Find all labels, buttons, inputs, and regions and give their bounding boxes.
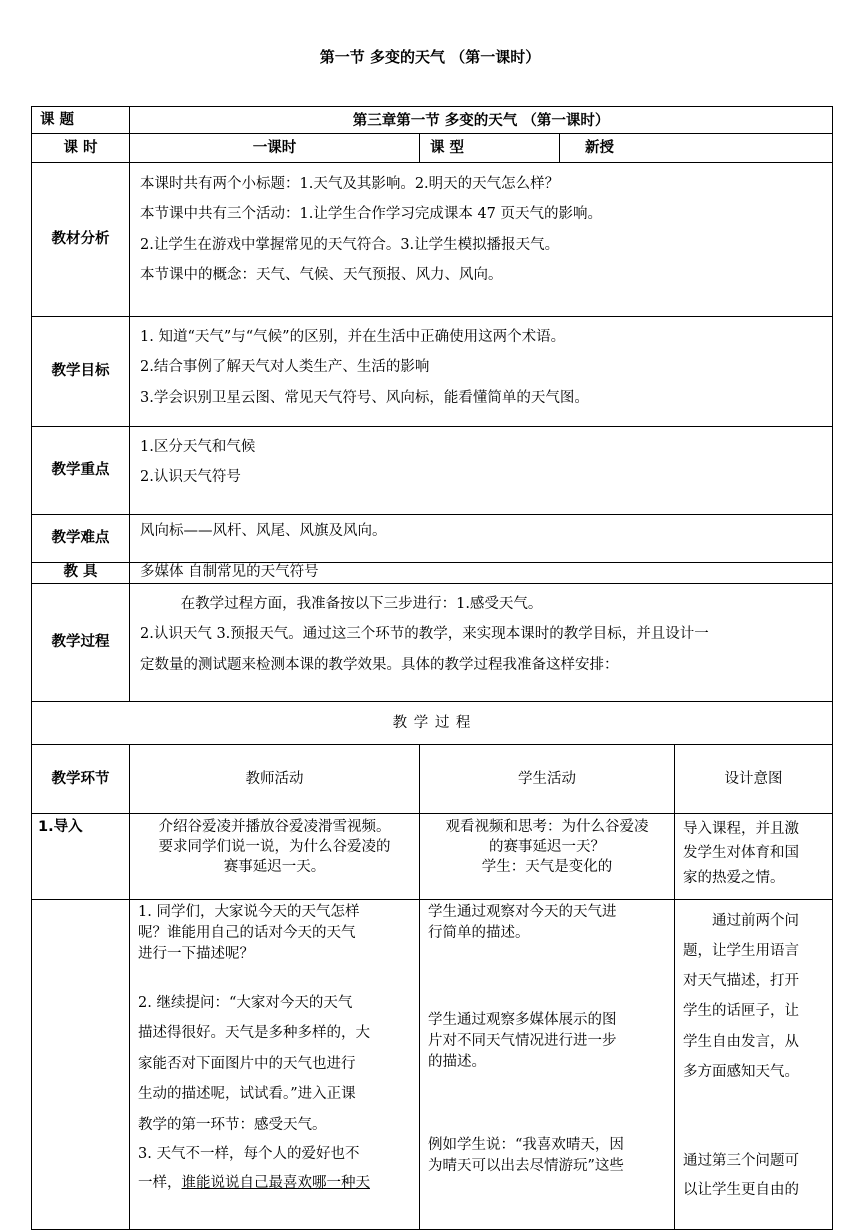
- goals-row: [32, 317, 833, 427]
- process-intro-content: [130, 584, 833, 702]
- period-row: [32, 134, 833, 163]
- teacher-activity-line: 家能否对下面图片中的天气也进行: [138, 1055, 356, 1072]
- student-activity-line: 行简单的描述。: [428, 925, 530, 942]
- analysis-label: 教材分析: [32, 163, 130, 317]
- teacher-activity-line: 1. 同学们，大家说今天的天气怎样: [138, 904, 360, 920]
- analysis-row: [32, 163, 833, 317]
- key-points-row: [32, 427, 833, 515]
- teacher-activity-line: 赛事延迟一天。: [223, 859, 326, 875]
- goals-label: 教学目标: [32, 317, 130, 427]
- intent-line: 通过第三个问题可: [683, 1152, 799, 1169]
- intent-line: 家的热爱之情。: [683, 869, 785, 886]
- intent-line: 通过前两个问: [712, 913, 799, 929]
- process-intro-row: [32, 584, 833, 702]
- teacher-activity-line: 描述得很好。天气是多种多样的，大: [138, 1025, 370, 1042]
- student-activity-line: 片对不同天气情况进行进一步: [428, 1033, 617, 1050]
- difficulties-label: 教学难点: [32, 515, 130, 563]
- teacher-activity-line: 呢？谁能用自己的话对今天的天气: [138, 925, 356, 942]
- analysis-line: 本课时共有两个小标题：1.天气及其影响。2.明天的天气怎么样？: [140, 176, 560, 192]
- intent-line: 学生的话匣子，让: [683, 1003, 799, 1020]
- page-title: 第一节 多变的天气 （第一课时）: [319, 48, 541, 66]
- student-activity-line: 为晴天可以出去尽情游玩”这些: [428, 1158, 624, 1175]
- process-header-row: [32, 745, 833, 814]
- underlined-question: 谁能说说自己最喜欢哪一种天: [181, 1175, 370, 1192]
- student-activity-line: 学生通过观察多媒体展示的图: [428, 1012, 617, 1029]
- topic-row: [32, 107, 833, 134]
- teacher-activity-line: 要求同学们说一说，为什么谷爱凌的: [158, 839, 391, 855]
- topic-value: 第三章第一节 多变的天气 （第一课时）: [130, 107, 833, 134]
- tools-label: 教 具: [32, 563, 130, 584]
- student-activity-line: 学生：天气是变化的: [481, 859, 613, 875]
- student-activity-line: 学生通过观察对今天的天气进: [428, 904, 617, 920]
- teacher-activity-line: 生动的描述呢，试试看。”进入正课: [138, 1086, 356, 1103]
- analysis-line: 本节课中的概念：天气、气候、天气预报、风力、风向。: [140, 267, 503, 284]
- analysis-line: 本节课中共有三个活动：1.让学生合作学习完成课本 47 页天气的影响。: [140, 206, 603, 223]
- process-intro-line: 2.认识天气 3.预报天气。通过这三个环节的教学，来实现本课时的教学目标，并且设计一: [140, 626, 709, 643]
- stage-cell: [32, 900, 130, 1230]
- stage-cell: 1.导入: [32, 814, 130, 900]
- key-point-line: 1.区分天气和气候: [140, 439, 256, 455]
- intent-line: 题，让学生用语言: [683, 943, 799, 960]
- teacher-activity-line: 教学的第一环节：感受天气。: [138, 1116, 327, 1133]
- goals-content: [130, 317, 833, 427]
- process-intro-line: 在教学过程方面，我准备按以下三步进行：1.感受天气。: [180, 596, 543, 612]
- intent-line: 以让学生更自由的: [683, 1181, 799, 1198]
- teacher-activity-cell: [130, 900, 420, 1230]
- lesson-plan-table: [31, 106, 833, 1230]
- teacher-activity-line: 3. 天气不一样，每个人的爱好也不: [138, 1146, 360, 1163]
- student-activity-cell: [420, 900, 675, 1230]
- student-column-header: 学生活动: [420, 745, 675, 814]
- type-value: 新授: [560, 134, 833, 163]
- intent-cell: [675, 900, 833, 1230]
- period-value: 一课时: [130, 134, 420, 163]
- teacher-activity-line: 介绍谷爱凌并播放谷爱凌滑雪视频。: [158, 819, 391, 835]
- key-point-line: 2.认识天气符号: [140, 469, 241, 486]
- goal-line: 1. 知道“天气”与“气候”的区别，并在生活中正确使用这两个术语。: [140, 329, 566, 345]
- key-points-label: 教学重点: [32, 427, 130, 515]
- process-title-row: [32, 702, 833, 745]
- intent-cell: [675, 814, 833, 900]
- teacher-activity-line: [138, 1169, 411, 1198]
- intent-column-header: 设计意图: [675, 745, 833, 814]
- intent-line: 对天气描述，打开: [683, 973, 799, 990]
- teacher-activity-text: 一样，: [138, 1175, 182, 1192]
- process-row-intro: [32, 814, 833, 900]
- topic-label: 课 题: [32, 107, 130, 134]
- teacher-column-header: 教师活动: [130, 745, 420, 814]
- student-activity-line: 的赛事延迟一天？: [489, 839, 605, 855]
- goal-line: 2.结合事例了解天气对人类生产、生活的影响: [140, 359, 430, 376]
- type-label: 课 型: [420, 134, 560, 163]
- difficulties-content: 风向标——风杆、风尾、风旗及风向。: [130, 515, 833, 563]
- teacher-activity-cell: [130, 814, 420, 900]
- intent-line: 多方面感知天气。: [683, 1063, 799, 1080]
- tools-content: 多媒体 自制常见的天气符号: [130, 563, 833, 584]
- student-activity-line: 的描述。: [428, 1054, 486, 1071]
- goal-line: 3.学会识别卫星云图、常见天气符号、风向标，能看懂简单的天气图。: [140, 389, 589, 406]
- key-points-content: [130, 427, 833, 515]
- analysis-line: 2.让学生在游戏中掌握常见的天气符合。3.让学生模拟播报天气。: [140, 236, 560, 253]
- process-intro-line: 定数量的测试题来检测本课的教学效果。具体的教学过程我准备这样安排：: [140, 656, 619, 673]
- process-row-feel-weather: [32, 900, 833, 1230]
- period-label: 课 时: [32, 134, 130, 163]
- intent-line: 学生自由发言，从: [683, 1033, 799, 1050]
- difficulties-row: [32, 515, 833, 563]
- intent-line: 发学生对体育和国: [683, 845, 799, 862]
- student-activity-line: 观看视频和思考：为什么谷爱凌: [445, 819, 649, 835]
- process-title: 教 学 过 程: [32, 702, 833, 745]
- student-activity-line: 例如学生说：“我喜欢晴天，因: [428, 1137, 624, 1154]
- stage-column-header: 教学环节: [32, 745, 130, 814]
- teacher-activity-line: 2. 继续提问：“大家对今天的天气: [138, 995, 353, 1012]
- tools-row: [32, 563, 833, 584]
- process-intro-label: 教学过程: [32, 584, 130, 702]
- analysis-content: [130, 163, 833, 317]
- teacher-activity-line: 进行一下描述呢？: [138, 946, 254, 963]
- intent-line: 导入课程，并且激: [683, 821, 799, 837]
- student-activity-cell: [420, 814, 675, 900]
